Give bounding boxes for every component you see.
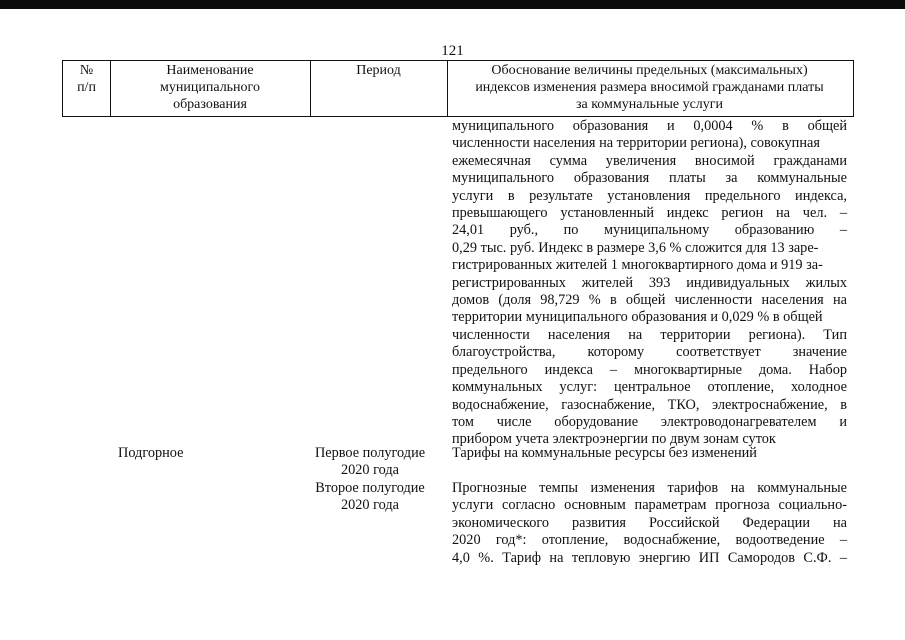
header-name-cell — [110, 61, 310, 116]
period-second-half — [300, 480, 440, 515]
text-line: Прогнозные темпы изменения тарифов на коммунальные — [452, 480, 847, 496]
text-line: 24,01 руб., по муниципальному образованию – — [452, 222, 847, 239]
text-line: 2020 год*: отопление, водоснабжение, водоотведение – — [452, 532, 847, 549]
header-name-line3: образования — [173, 97, 247, 112]
text-line: экономического развития Российской Федерации на — [452, 514, 847, 531]
header-basis-cell — [447, 61, 852, 116]
text-line: услуги согласно основным параметрам прогноза социально- — [452, 497, 847, 514]
header-basis-line3: за коммунальные услуги — [575, 97, 724, 112]
period-line: 2020 года — [340, 497, 400, 514]
header-period: Период — [356, 63, 401, 78]
header-number-line2: п/п — [77, 80, 96, 95]
header-number-cell — [63, 61, 110, 116]
period-line: 2020 года — [340, 462, 400, 479]
text-line: превышающего установленный индекс регион на чел. – — [452, 205, 847, 222]
page-number: 121 — [441, 43, 464, 59]
text-line: услуги в результате установления предельного индекса, — [452, 187, 847, 204]
scan-top-border — [0, 0, 905, 9]
text-line: том числе оборудование электроводонагревателем и — [452, 413, 847, 430]
text-line: ежемесячная сумма увеличения вносимой гражданами — [452, 152, 847, 169]
header-name-line1: Наименование — [166, 63, 254, 78]
first-half-basis: Тарифы на коммунальные ресурсы без изменений — [452, 445, 757, 461]
header-period-cell — [310, 61, 447, 116]
header-number-line1: № — [79, 63, 94, 78]
second-half-basis — [452, 480, 847, 567]
text-line: численности населения на территории региона). Тип — [452, 326, 847, 343]
text-line: гистрированных жителей 1 многоквартирного дома и 919 за- — [452, 257, 823, 274]
continuation-paragraph — [452, 118, 847, 449]
period-line: Второе полугодие — [315, 480, 425, 496]
text-line: прибором учета электроэнергии по двум зонам суток — [452, 431, 776, 448]
text-line: территории муниципального образования и 0,029 % в общей — [452, 309, 823, 326]
period-line: Первое полугодие — [314, 445, 426, 461]
header-basis-line2: индексов изменения размера вносимой гражданами платы — [475, 80, 824, 95]
text-line: регистрированных жителей 393 индивидуальных жилых — [452, 274, 847, 291]
text-line: 4,0 %. Тариф на тепловую энергию ИП Самородов С.Ф. – — [452, 549, 847, 566]
municipality-name: Подгорное — [118, 445, 184, 461]
text-line: водоснабжение, газоснабжение, ТКО, электроснабжение, в — [452, 396, 847, 413]
text-line: домов (доля 98,729 % в общей численности населения на — [452, 292, 847, 309]
text-line: благоустройства, которому соответствует значение — [452, 344, 847, 361]
period-first-half — [300, 445, 440, 480]
header-name-line2: муниципального — [160, 80, 260, 95]
text-line: коммунальных услуг: центральное отопление, холодное — [452, 379, 847, 396]
text-line: численности населения на территории региона), совокупная — [452, 135, 820, 152]
text-line: муниципального образования платы за коммунальные — [452, 170, 847, 187]
text-line: предельного индекса – многоквартирные дома. Набор — [452, 361, 847, 378]
text-line: муниципального образования и 0,0004 % в общей — [452, 118, 847, 134]
header-basis-line1: Обоснование величины предельных (максимальных) — [491, 63, 808, 78]
text-line: 0,29 тыс. руб. Индекс в размере 3,6 % сложится для 13 заре- — [452, 239, 819, 256]
table-header — [62, 60, 854, 117]
